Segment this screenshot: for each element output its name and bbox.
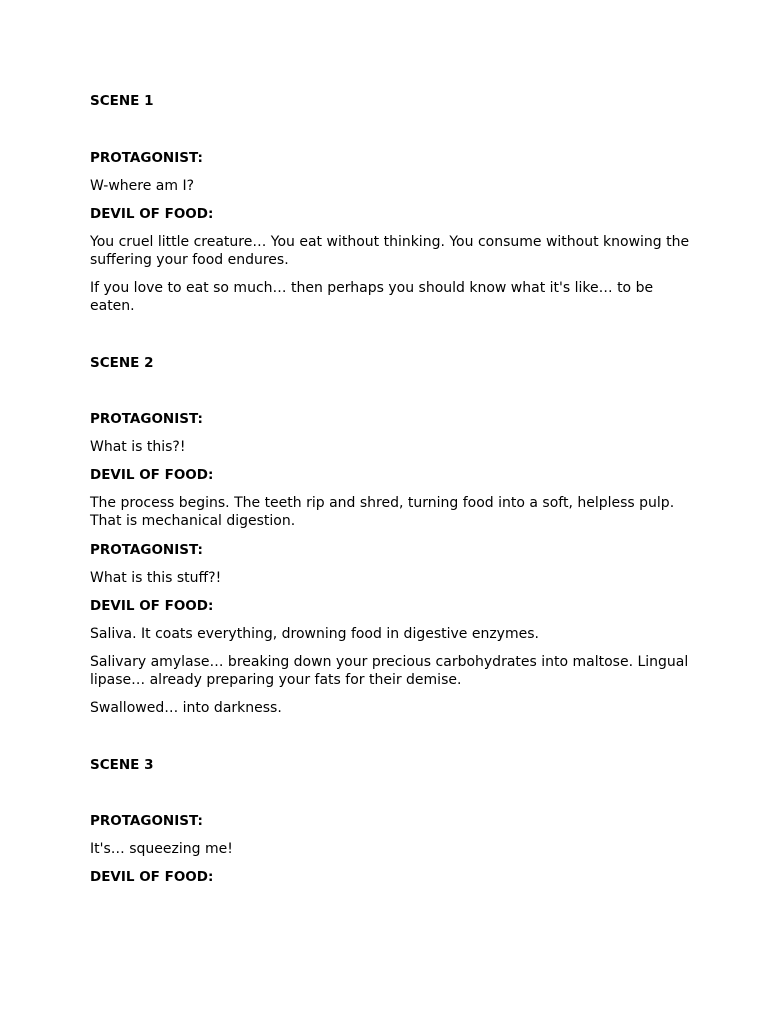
scene-heading: SCENE 2 xyxy=(90,355,154,371)
scene-heading: SCENE 1 xyxy=(90,93,154,109)
speaker-label: DEVIL OF FOOD: xyxy=(90,869,214,885)
dialogue-line: Saliva. It coats everything, drowning food in digestive enzymes. xyxy=(90,626,539,642)
dialogue-line: It's… squeezing me! xyxy=(90,841,233,857)
speaker-label: PROTAGONIST: xyxy=(90,411,203,427)
speaker-label: PROTAGONIST: xyxy=(90,542,203,558)
speaker-label: DEVIL OF FOOD: xyxy=(90,467,214,483)
dialogue-line: You cruel little creature… You eat without thinking. You consume without knowing the suffering your food endures. xyxy=(90,234,690,268)
speaker-label: DEVIL OF FOOD: xyxy=(90,206,214,222)
dialogue-line: What is this stuff?! xyxy=(90,570,222,586)
dialogue-line: Salivary amylase… breaking down your precious carbohydrates into maltose. Lingual lipase… already preparing your fats for their demise. xyxy=(90,654,689,688)
scene-heading: SCENE 3 xyxy=(90,757,154,773)
speaker-label: DEVIL OF FOOD: xyxy=(90,598,214,614)
dialogue-line: W-where am I? xyxy=(90,178,195,194)
speaker-label: PROTAGONIST: xyxy=(90,813,203,829)
dialogue-line: The process begins. The teeth rip and shred, turning food into a soft, helpless pulp. That is mechanical digestion. xyxy=(90,495,675,529)
dialogue-line: Swallowed… into darkness. xyxy=(90,700,282,716)
dialogue-line: If you love to eat so much… then perhaps you should know what it's like… to be eaten. xyxy=(90,280,654,314)
dialogue-line: What is this?! xyxy=(90,439,186,455)
speaker-label: PROTAGONIST: xyxy=(90,150,203,166)
